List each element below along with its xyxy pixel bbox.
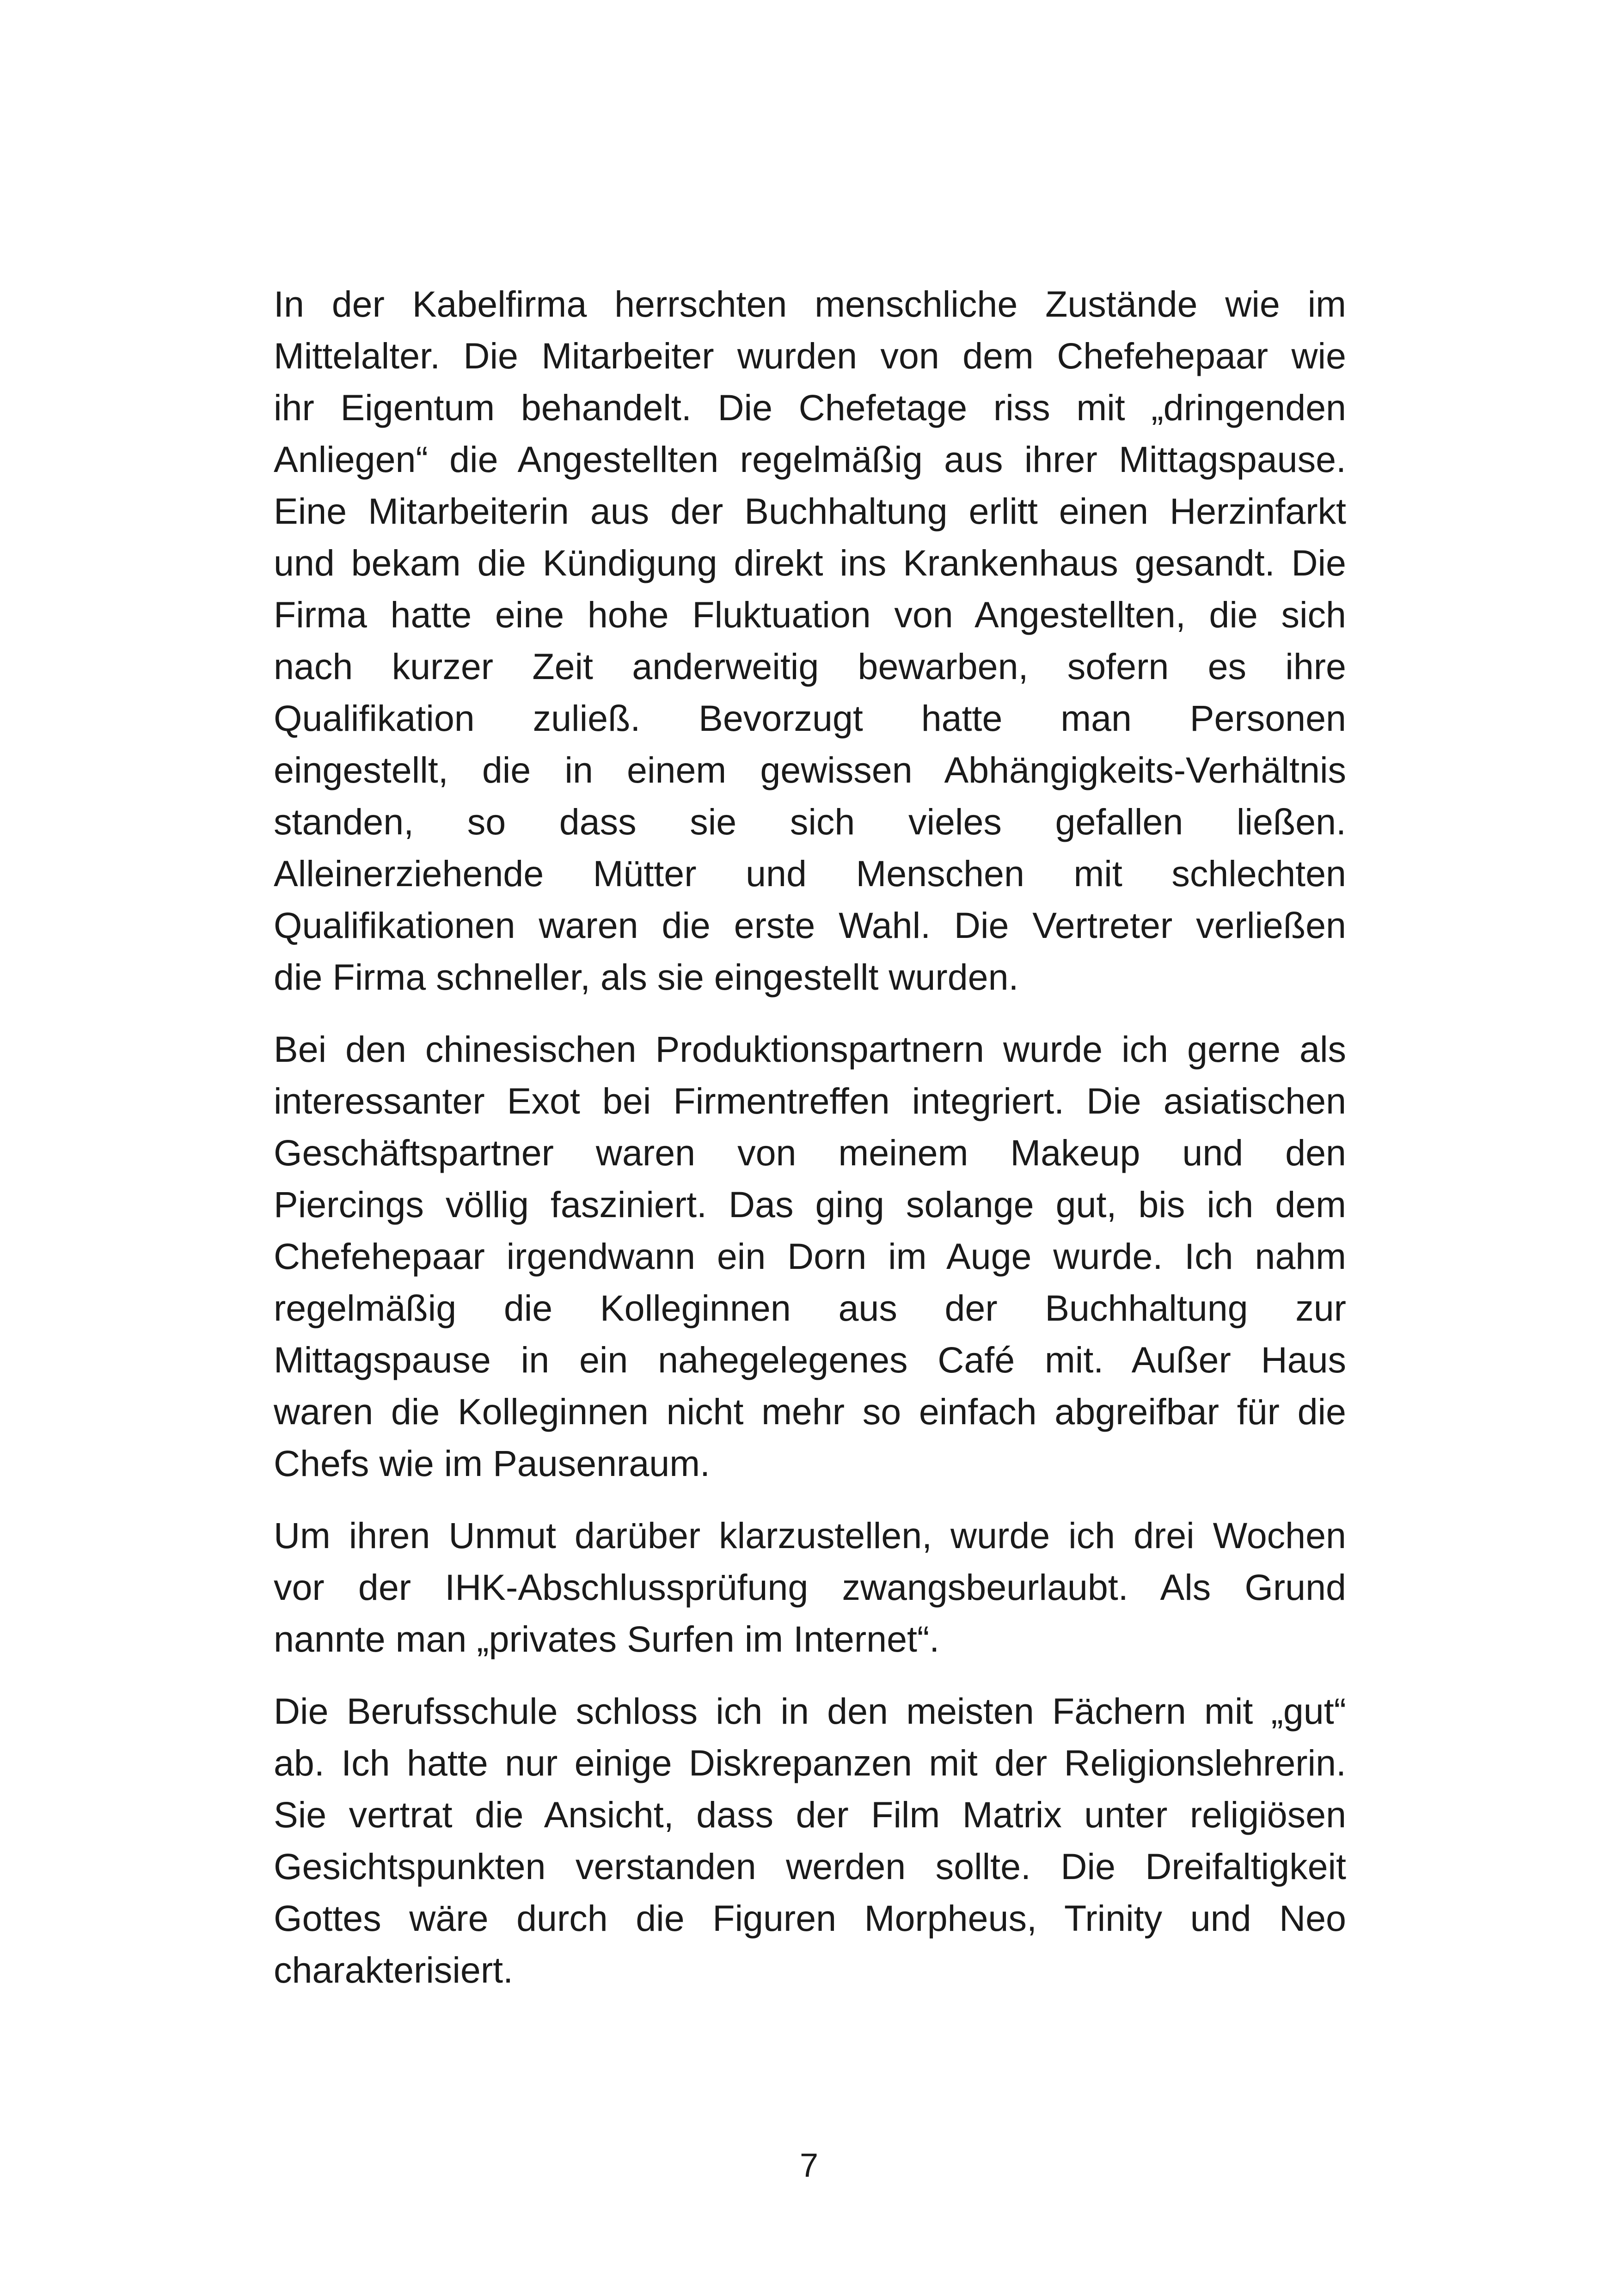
text-line: charakterisiert. <box>274 1949 514 1990</box>
text-line: eingestellt, die in einem gewissen Abhängigkeits-Verhältnis <box>274 749 1346 790</box>
page-number: 7 <box>799 2147 819 2184</box>
text-line: Gottes wäre durch die Figuren Morpheus, Trinity und Neo <box>274 1898 1346 1939</box>
paragraph <box>274 1023 1346 1489</box>
text-line: ihr Eigentum behandelt. Die Chefetage riss mit „dringenden <box>274 387 1346 428</box>
text-line: und bekam die Kündigung direkt ins Krankenhaus gesandt. Die <box>274 542 1346 583</box>
paragraph <box>274 1510 1346 1665</box>
text-line: Qualifikationen waren die erste Wahl. Die Vertreter verließen <box>274 905 1346 946</box>
text-line: Firma hatte eine hohe Fluktuation von Angestellten, die sich <box>274 594 1346 635</box>
text-line: Bei den chinesischen Produktionspartnern wurde ich gerne als <box>274 1029 1346 1070</box>
text-line: regelmäßig die Kolleginnen aus der Buchhaltung zur <box>274 1287 1346 1329</box>
text-line: interessanter Exot bei Firmentreffen integriert. Die asiatischen <box>274 1080 1346 1121</box>
text-line: Eine Mitarbeiterin aus der Buchhaltung erlitt einen Herzinfarkt <box>274 490 1346 532</box>
text-line: Alleinerziehende Mütter und Menschen mit schlechten <box>274 853 1346 894</box>
text-line: nannte man „privates Surfen im Internet“. <box>274 1618 940 1659</box>
text-line: standen, so dass sie sich vieles gefallen ließen. <box>274 801 1346 842</box>
text-line: ab. Ich hatte nur einige Diskrepanzen mit der Religionslehrerin. <box>274 1742 1346 1783</box>
text-line: die Firma schneller, als sie eingestellt wurden. <box>274 956 1019 998</box>
text-line: vor der IHK-Abschlussprüfung zwangsbeurlaubt. Als Grund <box>274 1567 1346 1608</box>
text-line: Sie vertrat die Ansicht, dass der Film Matrix unter religiösen <box>274 1794 1346 1835</box>
text-line: Um ihren Unmut darüber klarzustellen, wurde ich drei Wochen <box>274 1515 1346 1556</box>
text-line: Anliegen“ die Angestellten regelmäßig aus ihrer Mittagspause. <box>274 439 1346 480</box>
text-line: Mittagspause in ein nahegelegenes Café mit. Außer Haus <box>274 1339 1346 1380</box>
text-line: Gesichtspunkten verstanden werden sollte. Die Dreifaltigkeit <box>274 1846 1346 1887</box>
text-line: nach kurzer Zeit anderweitig bewarben, sofern es ihre <box>274 646 1346 687</box>
text-line: Chefs wie im Pausenraum. <box>274 1443 710 1484</box>
text-line: Qualifikation zuließ. Bevorzugt hatte man Personen <box>274 698 1346 739</box>
text-line: Piercings völlig fasziniert. Das ging solange gut, bis ich dem <box>274 1184 1346 1225</box>
paragraph <box>274 1685 1346 1996</box>
text-line: In der Kabelfirma herrschten menschliche Zustände wie im <box>274 283 1346 325</box>
paragraph <box>274 278 1346 1003</box>
body-text <box>274 278 1346 2016</box>
text-line: Die Berufsschule schloss ich in den meisten Fächern mit „gut“ <box>274 1690 1346 1732</box>
text-line: Geschäftspartner waren von meinem Makeup und den <box>274 1132 1346 1173</box>
text-line: waren die Kolleginnen nicht mehr so einfach abgreifbar für die <box>274 1391 1346 1432</box>
text-line: Chefehepaar irgendwann ein Dorn im Auge wurde. Ich nahm <box>274 1236 1346 1277</box>
text-line: Mittelalter. Die Mitarbeiter wurden von dem Chefehepaar wie <box>274 335 1346 376</box>
